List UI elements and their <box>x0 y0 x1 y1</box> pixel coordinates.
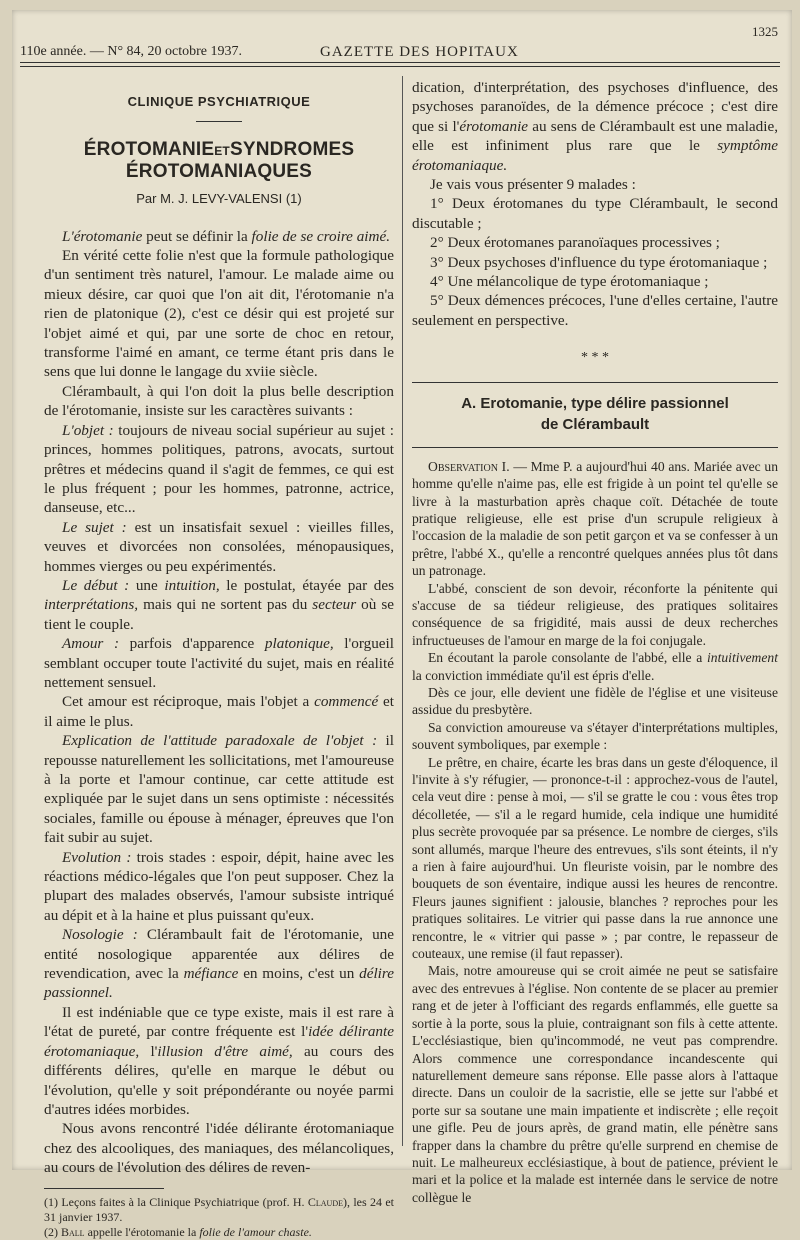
observation-block <box>412 458 778 1206</box>
left-column <box>44 78 394 1240</box>
paragraph: Nous avons rencontré l'idée délirante érotomaniaque chez des alcooliques, des maniaques, des mélancoliques, au cours de l'évolution des délires de reven- <box>44 1120 394 1177</box>
paragraph: Il est indéniable que ce type existe, mais il est rare à l'état de pureté, par contre fréquente est l'idée délirante érotomaniaque, l'illusion d'être aimé, au cours des différents délires, qu'elle en marque le début ou l'évolution, qu'elle y soit prépondérante ou noyée parmi d'autres idées morbides. <box>44 1003 394 1118</box>
section-rule <box>412 447 778 448</box>
paragraph: dication, d'interprétation, des psychoses d'influence, des psychoses paranoïdes, de la démence précoce ; c'est dire que si l'érotomanie au sens de Clérambault est une maladie, elle est infiniment plus rare que le symptôme érotomaniaque. <box>412 79 779 174</box>
section-heading: A. Erotomanie, type délire passionnel de Clérambault <box>461 394 729 433</box>
footnote-1: (1) Leçons faites à la Clinique Psychiatrique (prof. H. Claude), les 24 et 31 janvier 1937. <box>44 1194 394 1224</box>
paragraph: Nosologie : Clérambault fait de l'érotomanie, une entité nosologique apparentée aux délires de revendication, avec la méfiance en moins, c'est un délire passionnel. <box>44 926 395 1002</box>
footnote-2: (2) Ball appelle l'érotomanie la folie de l'amour chaste. <box>44 1224 312 1239</box>
issue-line: 110e année. — N° 84, 20 octobre 1937. <box>20 44 243 59</box>
paragraph: Cet amour est réciproque, mais l'objet a commencé et il aime le plus. <box>44 693 394 730</box>
paragraph: Dès ce jour, elle devient une fidèle de l'église et une visiteuse assidue du presbytère. <box>412 684 778 718</box>
paragraph: Le sujet : est un insatisfait sexuel : vieilles filles, veuves et divorcées non consolées, ménopausiques, hommes vierges ou peu expérimentés. <box>44 518 394 575</box>
paragraph: Je vais vous présenter 9 malades : <box>430 176 636 194</box>
asterism: * * * <box>581 350 609 366</box>
header-rule <box>20 62 780 63</box>
right-column <box>412 78 778 1206</box>
article-author: Par M. J. LEVY-VALENSI (1) <box>136 191 302 207</box>
section-rule <box>196 121 242 122</box>
paragraph: Explication de l'attitude paradoxale de l'objet : il repousse naturellement les sollicitations, met l'amoureuse à la porte et l'amour continue, car cette attitude est expliquée par le sujet dans un sens optimiste : nécessités sociales, famille ou épouse à ménager, épreuves que l'on fait subir au sujet. <box>44 732 394 847</box>
list-item: 4° Une mélancolique de type érotomaniaque ; <box>430 273 709 291</box>
paragraph: Mais, notre amoureuse qui se croit aimée ne peut se satisfaire avec des entrevues à l'église. Non contente de se placer au premier rang et de jeter à l'officiant des regards enflammés, elle guette sa sortie à la porte, sous la pluie, contraignant son fils à cette attente. L'ecclésiastique, bien qu'incommodé, ne veut pas comprendre. Alors commence une correspondance incandescente qui naturellement demeure sans réponse. Elle passe alors à l'attaque directe. Dans un couloir de la sacristie, elle se jette sur l'abbé et porte sur sa soutane une main impatiente et indiscrète ; elle reçoit une gifle. Peu de jours après, de grand matin, elle pénètre sans frapper dans la chambre du prêtre qu'elle surprend en chemise de nuit. Le malheureux ecclésiastique, à bout de patience, prévient le mari et la police et la malade est internée dans le service de notre collègue le <box>412 963 778 1205</box>
list-item: 3° Deux psychoses d'influence du type érotomaniaque ; <box>430 253 768 271</box>
paragraph: En écoutant la parole consolante de l'abbé, elle a intuitivement la conviction immédiate qu'il est épris d'elle. <box>412 650 778 683</box>
list-item: 2° Deux érotomanes paranoïaques processives ; <box>430 234 720 252</box>
paragraph: En vérité cette folie n'est que la formule pathologique d'un sentiment très naturel, l'amour. Le malade aime ou mieux désire, car quoi que l'on ait dit, l'érotomanie n'a rien de platonique (2), c'est ce désir qui est projeté sur l'objet aimé et qui, par une sorte de choc en retour, transforme l'aimé en amant, ce terme étant pris dans le sens que lui donne le langage du xviie siècle. <box>44 247 394 381</box>
page-number: 1325 <box>752 24 778 39</box>
header-rule-double <box>20 66 780 67</box>
paragraph: Evolution : trois stades : espoir, dépit, haine avec les réactions médico-légales que l'on peut supposer. Chez la plupart des malades observés, l'amour subsiste intriqué au dépit et à la haine et plus puissant qu'eux. <box>44 848 394 924</box>
paragraph: Sa conviction amoureuse va s'étayer d'interprétations multiples, souvent symboliques, par exemple : <box>412 719 778 753</box>
paragraph: Clérambault, à qui l'on doit la plus belle description de l'érotomanie, insiste sur les caractères suivants : <box>44 382 394 420</box>
article-title: ÉROTOMANIEETSYNDROMES ÉROTOMANIAQUES <box>83 139 355 182</box>
journal-title: GAZETTE DES HOPITAUX <box>320 44 519 60</box>
paragraph: Amour : parfois d'apparence platonique, l'orgueil semblant occuper toute l'activité du sujet, mais en réalité nettement sensuel. <box>44 635 394 691</box>
section-label: CLINIQUE PSYCHIATRIQUE <box>127 94 311 109</box>
page-header <box>20 24 780 60</box>
paragraph: Le prêtre, en chaire, écarte les bras dans un geste d'éloquence, il l'invite à s'y réfugier, — prononce-t-il : approchez-vous de l'autel, cela veut dire : pense à moi, — s'il se gratte le cou : vous êtes trop décolletée, — s'il a le regard humide, cela indique une humidité plus secrète provoquée par sa présence. Le nombre de cierges, s'ils sont allumés, marque l'heure des entrevues, s'ils sont éteints, il n'y a rien à faire aujourd'hui. Un fleuriste voisin, par le nombre des bouquets de son éventaire, indique aussi les heures de rencontre. Fleurs jaunes signifient : jalousie, blanches ? reproches pour les pratiques solitaires. Le vitrier qui passe dans la rue annonce une rencontre, le « vitrier qui passe » ; par contre, le repasseur de couteaux, une remise (il faut repasser). <box>412 754 778 962</box>
paragraph: L'abbé, conscient de son devoir, réconforte la pénitente qui s'accuse de sa tiédeur religieuse, des pratiques solitaires conséquence de sa frigidité, mais aussi de deux recherches infructueuses de l'amour en marge de la foi conjugale. <box>412 580 778 648</box>
section-rule <box>412 382 778 383</box>
list-item: 5° Deux démences précoces, l'une d'elles certaine, l'autre seulement en perspective. <box>412 292 778 329</box>
paragraph: L'érotomanie peut se définir la folie de se croire aimé. <box>62 227 391 245</box>
column-divider <box>402 76 403 1146</box>
paragraph: Le début : une intuition, le postulat, étayée par des interprétations, mais qui ne sortent pas du secteur où se tient le couple. <box>44 576 394 633</box>
paragraph: L'objet : toujours de niveau social supérieur au sujet : princes, hommes politiques, patrons, avocats, surtout prêtres et médecins quand il s'agit de femmes, ce qui est le plus fréquent ; pour les hommes, patronne, actrice, danseuse, etc... <box>44 421 394 517</box>
footnote-rule <box>44 1188 164 1189</box>
list-item: 1° Deux érotomanes du type Clérambault, le second discutable ; <box>412 195 778 232</box>
paragraph: Observation I. — Mme P. a aujourd'hui 40 ans. Mariée avec un homme qu'elle n'aime pas, elle est frigide à un point tel qu'elle se livre à la masturbation après chaque coït. Détachée de toute pratique religieuse, elle est prise d'un scrupule religieux à l'occasion de la maladie de son petit garçon et va se confesser à un prêtre, l'abbé X., qu'elle a rencontré quelques années plus tôt dans un patronage. <box>412 458 779 579</box>
